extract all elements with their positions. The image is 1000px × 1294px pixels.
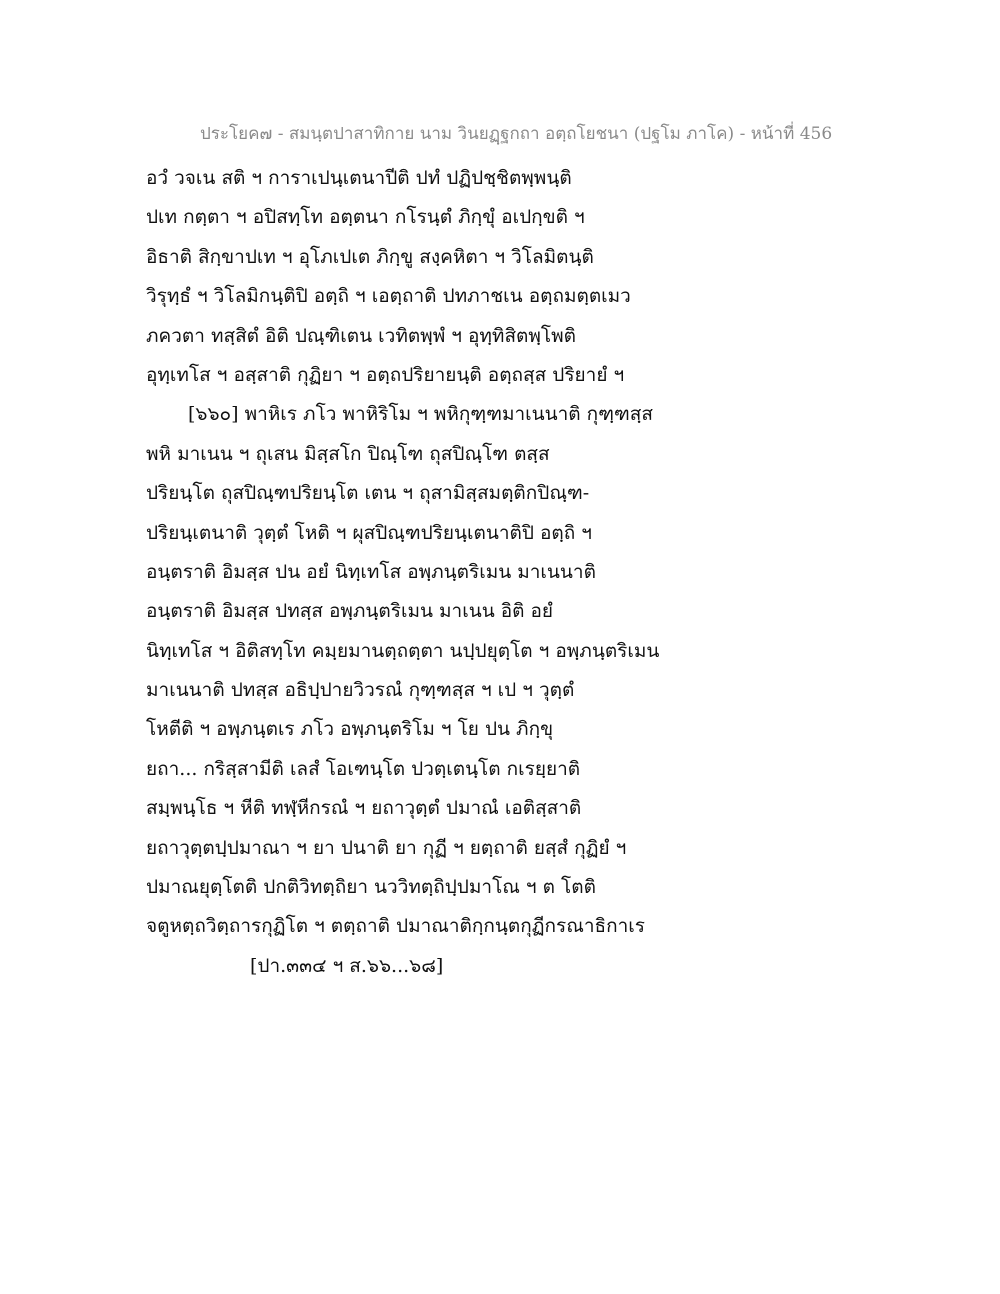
text-line: สมฺพนฺโธ ฯ หีติ ทฬฺหีกรณํ ฯ ยถาวุตฺตํ ปมาณํ เอติสฺสาติ: [146, 797, 582, 820]
text-line: อุทฺเทโส ฯ อสฺสาติ กุฏิยา ฯ อตฺถปริยายนฺติ อตฺถสฺส ปริยายํ ฯ: [146, 363, 625, 386]
text-line: จตูหตฺถวิตฺถารกุฏิโต ฯ ตตฺถาติ ปมาณาติกฺกนฺตกุฏีกรณาธิกาเร: [146, 915, 645, 938]
text-line: พหิ มาเนน ฯ ถุเสน มิสฺสโก ปิณฺโฑ ถุสปิณฺโฑ ตสฺส: [146, 442, 550, 465]
text-line: นิทฺเทโส ฯ อิติสทฺโท คมฺยมานตฺถตฺตา นปฺปยุตฺโต ฯ อพฺภนฺตริเมน: [146, 639, 660, 662]
text-line: ปริยนฺเตนาติ วุตฺตํ โหติ ฯ ผุสปิณฺฑปริยนฺเตนาติปิ อตฺถิ ฯ: [146, 521, 592, 544]
text-line: วิรุทฺธํ ฯ วิโลมิกนฺติปิ อตฺถิ ฯ เอตฺถาติ ปทภาชเน อตฺถมตฺตเมว: [146, 285, 631, 308]
text-line: ยถา... กริสฺสามีติ เลสํ โอเฑนฺโต ปวตฺเตนฺโต กเรยฺยาติ: [146, 757, 581, 780]
text-line: อนฺตราติ อิมสฺส ปน อยํ นิทฺเทโส อพฺภนฺตริเมน มาเนนาติ: [146, 560, 596, 583]
text-line: อวํ วจเน สติ ฯ การาเปนฺเตนาปีติ ปทํ ปฏิปชฺชิตพฺพนฺติ: [146, 167, 572, 189]
text-line: อิธาติ สิกฺขาปเท ฯ อุโภเปเต ภิกฺขู สงฺคหิตา ฯ วิโลมิตนฺติ: [146, 245, 594, 268]
text-line: ยถาวุตฺตปฺปมาณา ฯ ยา ปนาติ ยา กุฏี ฯ ยตฺถาติ ยสฺสํ กุฏิยํ ฯ: [146, 836, 627, 859]
text-line: อนฺตราติ อิมสฺส ปทสฺส อพฺภนฺตริเมน มาเนน อิติ อยํ: [146, 600, 554, 623]
text-line: ปมาณยุตฺโตติ ปกติวิทตฺถิยา นววิทตฺถิปฺปมาโณ ฯ ต โตติ: [146, 876, 596, 899]
text-line: ปริยนฺโต ถุสปิณฺฑปริยนฺโต เตน ฯ ถุสามิสฺสมตฺติกปิณฺฑ-: [146, 482, 590, 505]
text-line: ปเท กตฺตา ฯ อปิสทฺโท อตฺตนา กโรนฺตํ ภิกฺขุํ อเปกฺขติ ฯ: [146, 206, 585, 229]
text-line: ภควตา ทสฺสิตํ อิติ ปณฺฑิเตน เวทิตพฺพํ ฯ อุทฺทิสิตพฺโพติ: [146, 324, 576, 347]
paragraph-start-line: [๖๖๐] พาหิเร ภโว พาหิริโม ฯ พหิกุฑฺฑมาเนนาติ กุฑฺฑสฺส: [188, 403, 653, 426]
source-reference: [ปา.๓๓๔ ฯ ส.๖๖...๖๘]: [250, 954, 444, 977]
text-line: โหตีติ ฯ อพฺภนฺตเร ภโว อพฺภนฺตริโม ฯ โย ปน ภิกฺขุ: [146, 718, 554, 741]
body-text: [146, 159, 846, 986]
text-line: มาเนนาติ ปทสฺส อธิปฺปายวิวรณํ กุฑฺฑสฺส ฯ เป ฯ วุตฺตํ: [146, 679, 575, 702]
page-header: ประโยค๗ - สมนฺตปาสาทิกาย นาม วินยฏฺฐกถา อตฺถโยชนา (ปฐโม ภาโค) - หน้าที่ 456: [200, 124, 833, 144]
